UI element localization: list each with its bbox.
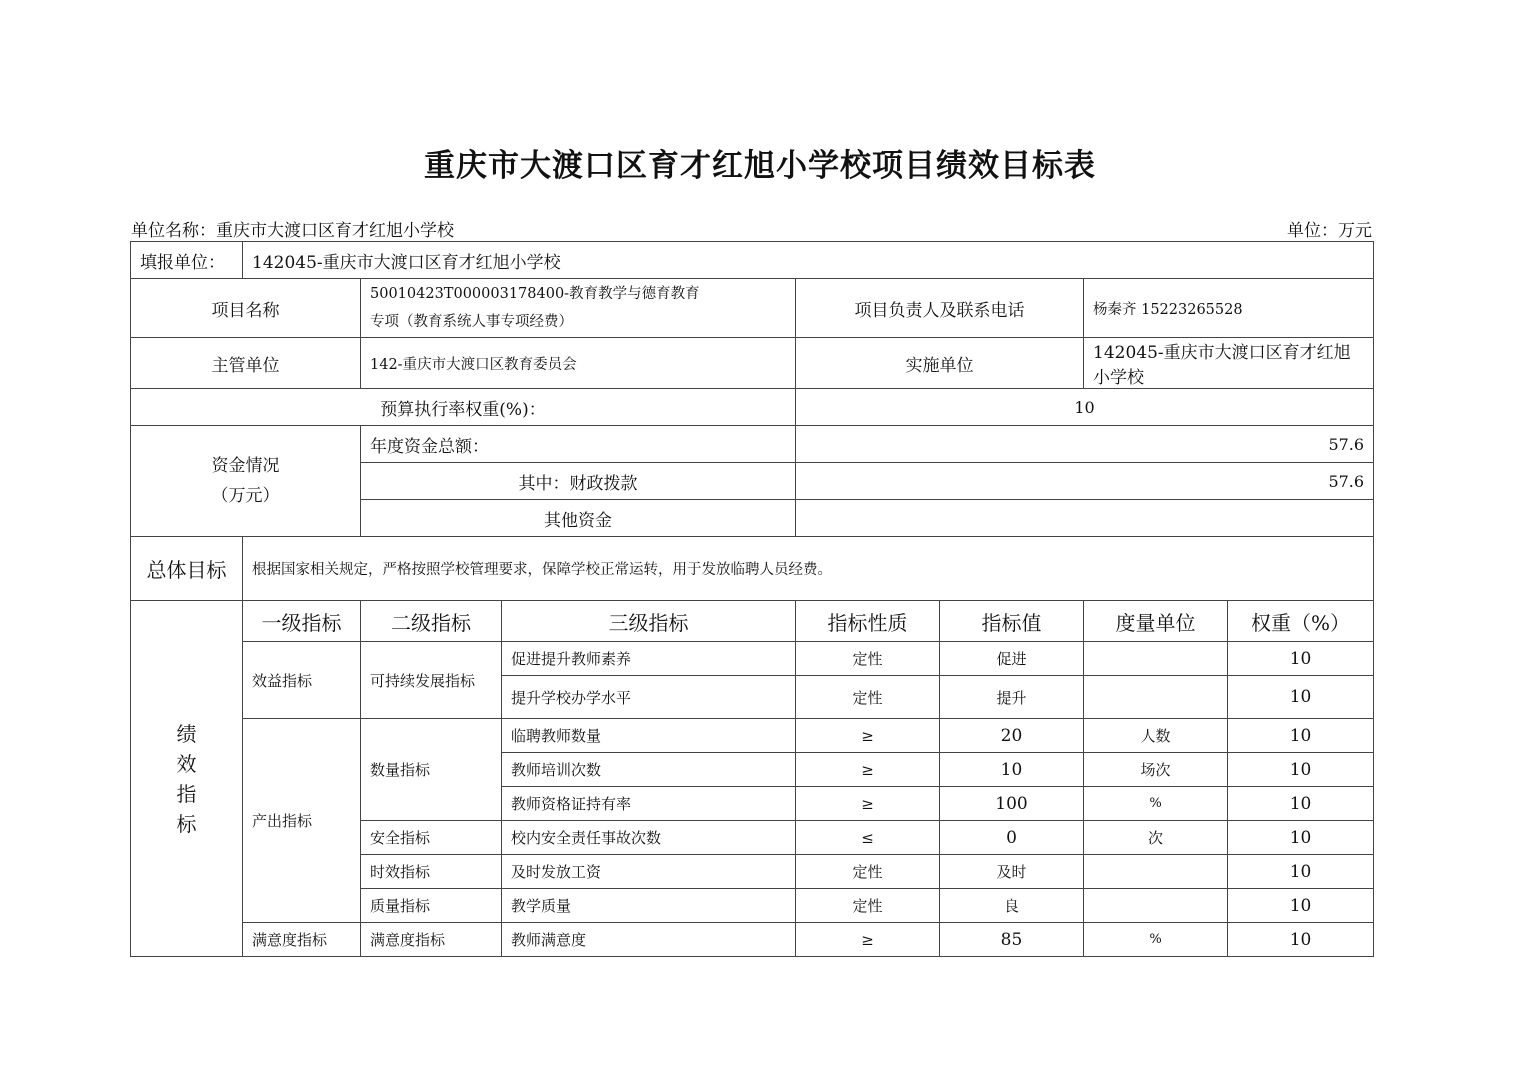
level2-quality: 质量指标	[361, 889, 502, 923]
row-nature: ≥	[796, 719, 940, 753]
row-name: 教学质量	[502, 889, 796, 923]
row-name: 教师资格证持有率	[502, 787, 796, 821]
row-unit	[1084, 855, 1228, 889]
level2-satisfaction: 满意度指标	[361, 923, 502, 957]
row-name: 促进提升教师素养	[502, 642, 796, 676]
row-nature: ≥	[796, 923, 940, 957]
perf-label-char: 效	[176, 751, 197, 776]
funds-fiscal-label: 其中：财政拨款	[361, 463, 796, 500]
header-weight: 权重（%）	[1228, 601, 1374, 642]
perf-label-char: 绩	[176, 721, 197, 746]
level1-benefit: 效益指标	[243, 642, 361, 719]
overall-goal-label: 总体目标	[131, 537, 243, 601]
perf-header-row	[131, 601, 1374, 642]
level1-satisfaction: 满意度指标	[243, 923, 361, 957]
header-nature: 指标性质	[796, 601, 940, 642]
funds-total-row	[131, 426, 1374, 463]
funds-total-label: 年度资金总额：	[361, 426, 796, 463]
row-value: 10	[940, 753, 1084, 787]
funds-other-value	[796, 500, 1374, 537]
row-unit	[1084, 889, 1228, 923]
row-value: 促进	[940, 642, 1084, 676]
level2-safety: 安全指标	[361, 821, 502, 855]
row-weight: 10	[1228, 676, 1374, 719]
impl-unit-label: 实施单位	[796, 338, 1084, 389]
fill-unit-label: 填报单位：	[131, 242, 243, 279]
level1-output: 产出指标	[243, 719, 361, 923]
project-owner-value: 杨秦齐 15223265528	[1084, 279, 1374, 338]
table-row	[131, 923, 1374, 957]
perf-indicator-label	[131, 601, 243, 957]
fill-unit-value: 142045-重庆市大渡口区育才红旭小学校	[243, 242, 1374, 279]
table-row	[131, 719, 1374, 753]
row-unit: %	[1084, 923, 1228, 957]
table-row	[131, 642, 1374, 676]
project-name-line1: 50010423T000003178400-教育教学与德育教育	[370, 286, 700, 302]
level2-timeliness: 时效指标	[361, 855, 502, 889]
funds-label-line1: 资金情况	[211, 456, 280, 476]
project-name-value	[361, 279, 796, 338]
dept-value: 142-重庆市大渡口区教育委员会	[361, 338, 796, 389]
row-name: 临聘教师数量	[502, 719, 796, 753]
row-value: 0	[940, 821, 1084, 855]
row-name: 提升学校办学水平	[502, 676, 796, 719]
overall-goal-row	[131, 537, 1374, 601]
row-weight: 10	[1228, 855, 1374, 889]
row-unit: %	[1084, 787, 1228, 821]
funds-label-line2: （万元）	[211, 486, 280, 506]
row-nature: 定性	[796, 855, 940, 889]
row-name: 教师培训次数	[502, 753, 796, 787]
row-nature: 定性	[796, 676, 940, 719]
unit-name: 单位名称：重庆市大渡口区育才红旭小学校	[131, 221, 454, 241]
header-level3: 三级指标	[502, 601, 796, 642]
project-name-line2: 专项（教育系统人事专项经费）	[370, 314, 573, 330]
row-nature: 定性	[796, 889, 940, 923]
row-name: 教师满意度	[502, 923, 796, 957]
funds-other-label: 其他资金	[361, 500, 796, 537]
budget-weight-value: 10	[796, 389, 1374, 426]
row-unit	[1084, 676, 1228, 719]
row-value: 100	[940, 787, 1084, 821]
level2-sustain: 可持续发展指标	[361, 642, 502, 719]
currency-unit: 单位：万元	[1287, 221, 1372, 241]
project-owner-label: 项目负责人及联系电话	[796, 279, 1084, 338]
row-weight: 10	[1228, 753, 1374, 787]
row-unit	[1084, 642, 1228, 676]
row-weight: 10	[1228, 719, 1374, 753]
budget-weight-row	[131, 389, 1374, 426]
header-unit: 度量单位	[1084, 601, 1228, 642]
row-value: 及时	[940, 855, 1084, 889]
row-name: 及时发放工资	[502, 855, 796, 889]
row-weight: 10	[1228, 923, 1374, 957]
overall-goal-text: 根据国家相关规定，严格按照学校管理要求，保障学校正常运转，用于发放临聘人员经费。	[243, 537, 1374, 601]
row-name: 校内安全责任事故次数	[502, 821, 796, 855]
row-value: 85	[940, 923, 1084, 957]
header-value: 指标值	[940, 601, 1084, 642]
level2-quantity: 数量指标	[361, 719, 502, 821]
dept-label: 主管单位	[131, 338, 361, 389]
row-nature: ≥	[796, 753, 940, 787]
funds-total-value: 57.6	[796, 426, 1374, 463]
row-nature: ≥	[796, 787, 940, 821]
row-value: 20	[940, 719, 1084, 753]
header-level2: 二级指标	[361, 601, 502, 642]
row-value: 提升	[940, 676, 1084, 719]
budget-weight-label: 预算执行率权重(%)：	[131, 389, 796, 426]
row-unit: 人数	[1084, 719, 1228, 753]
row-weight: 10	[1228, 787, 1374, 821]
impl-unit-value: 142045-重庆市大渡口区育才红旭小学校	[1084, 338, 1374, 389]
row-unit: 次	[1084, 821, 1228, 855]
row-weight: 10	[1228, 642, 1374, 676]
dept-row	[131, 338, 1374, 389]
perf-label-char: 指	[176, 781, 197, 806]
performance-target-table	[130, 241, 1374, 957]
funds-label	[131, 426, 361, 537]
project-name-label: 项目名称	[131, 279, 361, 338]
row-value: 良	[940, 889, 1084, 923]
project-row	[131, 279, 1374, 338]
row-weight: 10	[1228, 889, 1374, 923]
row-nature: 定性	[796, 642, 940, 676]
fill-unit-row	[131, 242, 1374, 279]
perf-label-char: 标	[176, 811, 197, 836]
row-weight: 10	[1228, 821, 1374, 855]
row-unit: 场次	[1084, 753, 1228, 787]
row-nature: ≤	[796, 821, 940, 855]
header-level1: 一级指标	[243, 601, 361, 642]
funds-fiscal-value: 57.6	[796, 463, 1374, 500]
page-title: 重庆市大渡口区育才红旭小学校项目绩效目标表	[424, 148, 1096, 184]
